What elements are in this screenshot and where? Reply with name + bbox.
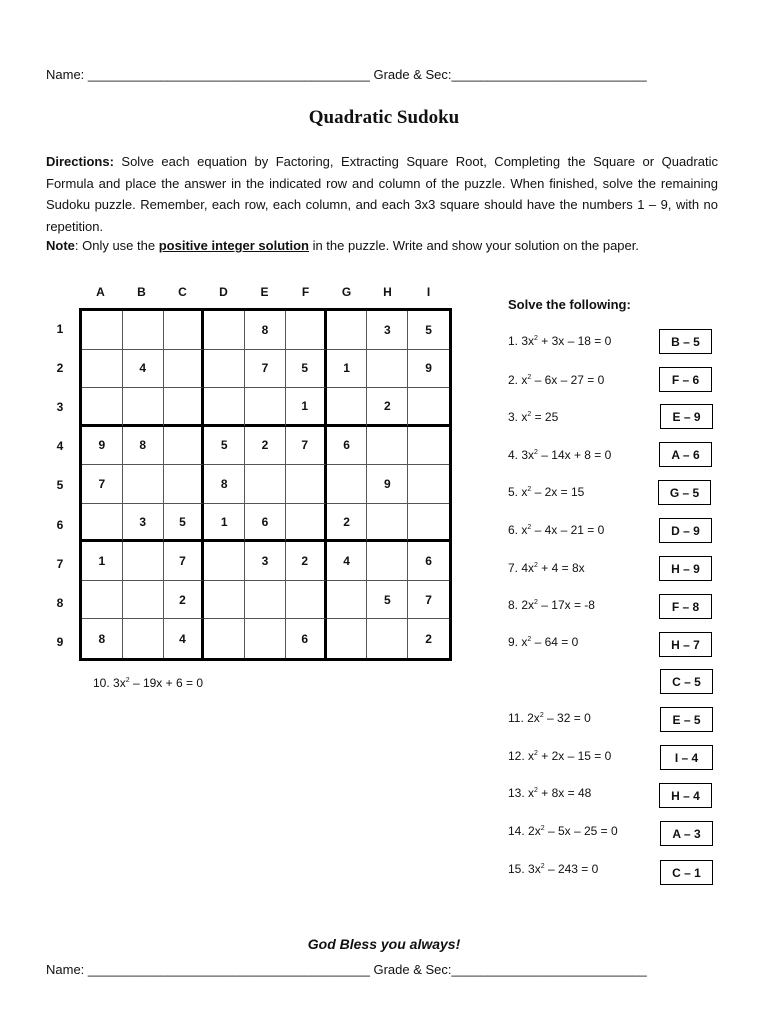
sudoku-cell[interactable] xyxy=(164,427,205,466)
sudoku-cell[interactable]: 8 xyxy=(245,311,286,350)
row-header: 6 xyxy=(56,517,64,532)
sudoku-cell[interactable]: 1 xyxy=(327,350,368,389)
directions-paragraph xyxy=(46,151,718,237)
sudoku-cell[interactable]: 6 xyxy=(245,504,286,543)
sudoku-cell[interactable]: 8 xyxy=(123,427,164,466)
sudoku-cell[interactable]: 2 xyxy=(367,388,408,427)
sudoku-cell[interactable]: 3 xyxy=(367,311,408,350)
answer-box: I – 4 xyxy=(660,745,713,770)
answer-box: F – 8 xyxy=(659,594,712,619)
sudoku-cell[interactable] xyxy=(245,465,286,504)
row-header: 5 xyxy=(56,478,64,493)
name-grade-line-bottom: Name: _______________________________________ Grade & Sec:___________________________ xyxy=(46,962,647,977)
problem-equation: 11. $2x^2 - 32 = 0$ xyxy=(508,711,591,725)
answer-box: A – 6 xyxy=(659,442,712,467)
answer-box: H – 4 xyxy=(659,783,712,808)
problem-equation: 7. $4x^2 + 4 = 8x$ xyxy=(508,561,585,575)
sudoku-cell[interactable] xyxy=(204,388,245,427)
sudoku-cell[interactable] xyxy=(123,542,164,581)
sudoku-cell[interactable] xyxy=(367,350,408,389)
answer-box: H – 7 xyxy=(659,632,712,657)
sudoku-cell[interactable]: 6 xyxy=(408,542,449,581)
sudoku-cell[interactable] xyxy=(286,465,327,504)
sudoku-cell[interactable] xyxy=(408,465,449,504)
sudoku-cell[interactable] xyxy=(408,504,449,543)
sudoku-cell[interactable]: 7 xyxy=(164,542,205,581)
column-header: F xyxy=(301,285,310,299)
sudoku-cell[interactable] xyxy=(123,619,164,658)
sudoku-cell[interactable] xyxy=(164,465,205,504)
sudoku-cell[interactable] xyxy=(245,581,286,620)
answer-box: E – 5 xyxy=(660,707,713,732)
sudoku-cell[interactable] xyxy=(82,388,123,427)
sudoku-cell[interactable]: 3 xyxy=(245,542,286,581)
sudoku-cell[interactable]: 9 xyxy=(367,465,408,504)
problem-equation: 15. $3x^2 - 243 = 0$ xyxy=(508,862,599,876)
column-header: E xyxy=(260,285,269,299)
sudoku-cell[interactable] xyxy=(82,504,123,543)
sudoku-cell[interactable]: 5 xyxy=(204,427,245,466)
sudoku-cell[interactable]: 6 xyxy=(327,427,368,466)
sudoku-grid xyxy=(79,308,452,661)
problem-equation: 12. $x^2 + 2x - 15 = 0$ xyxy=(508,749,612,763)
problem-equation: 9. $x^2 - 64 = 0$ xyxy=(508,635,579,649)
sudoku-cell[interactable]: 5 xyxy=(164,504,205,543)
sudoku-cell[interactable] xyxy=(327,388,368,427)
problem-equation: 2. $x^2 - 6x - 27 = 0$ xyxy=(508,373,605,387)
answer-box: F – 6 xyxy=(659,367,712,392)
row-header: 2 xyxy=(56,361,64,376)
sudoku-cell[interactable]: 2 xyxy=(425,631,432,646)
sudoku-cell[interactable] xyxy=(82,581,123,620)
sudoku-cell[interactable]: 8 xyxy=(204,465,245,504)
sudoku-cell[interactable] xyxy=(204,542,245,581)
note-text-before: : Only use the xyxy=(74,238,159,253)
problem-equation: 4. $3x^2 - 14x + 8 = 0$ xyxy=(508,448,612,462)
sudoku-cell[interactable] xyxy=(245,388,286,427)
sudoku-cell[interactable]: 3 xyxy=(123,504,164,543)
note-text-after: in the puzzle. Write and show your solution on the paper. xyxy=(308,238,639,253)
answer-box: C – 5 xyxy=(660,669,713,694)
column-header: C xyxy=(178,285,187,299)
sudoku-cell[interactable] xyxy=(123,311,164,350)
problem-equation: 5. $x^2 - 2x = 15$ xyxy=(508,485,585,499)
problem-equation: 8. $2x^2 - 17x = -8$ xyxy=(508,598,595,612)
sudoku-cell[interactable]: 2 xyxy=(286,542,327,581)
note-emphasis: positive integer solution xyxy=(158,238,309,253)
sudoku-cell[interactable] xyxy=(286,311,327,350)
sudoku-cell[interactable] xyxy=(164,388,205,427)
sudoku-cell[interactable] xyxy=(286,581,327,620)
sudoku-cell[interactable]: 2 xyxy=(164,581,205,620)
equation-10: 10. $3x^2 - 19x + 6 = 0$ xyxy=(93,676,203,690)
sudoku-cell[interactable] xyxy=(408,427,449,466)
sudoku-cell[interactable] xyxy=(367,504,408,543)
sudoku-cell[interactable] xyxy=(123,388,164,427)
answer-box: H – 9 xyxy=(659,556,712,581)
problem-equation: 1. $3x^2 + 3x - 18 = 0$ xyxy=(508,334,612,348)
sudoku-cell[interactable] xyxy=(327,311,368,350)
sudoku-cell[interactable]: 8 xyxy=(82,619,123,658)
directions-text: Solve each equation by Factoring, Extracting Square Root, Completing the Square or Quadratic Formula and place the answer in the indicated row and column of the puzzle. When finished, solve the remaining Sudoku puzzle. Remember, each row, each column, and each 3x3 square should have the numbers 1 – 9, with no repetition. xyxy=(46,154,718,234)
sudoku-cell[interactable]: 7 xyxy=(286,427,327,466)
column-header: I xyxy=(426,285,431,299)
answer-box: G – 5 xyxy=(658,480,711,505)
sudoku-cell[interactable]: 4 xyxy=(123,350,164,389)
sudoku-cell[interactable]: 7 xyxy=(245,350,286,389)
sudoku-cell[interactable]: 6 xyxy=(286,619,327,658)
answer-box: B – 5 xyxy=(659,329,712,354)
sudoku-cell[interactable]: 2 xyxy=(245,427,286,466)
row-header: 1 xyxy=(56,322,64,336)
problem-equation: 3. $x^2 = 25$ xyxy=(508,410,559,424)
sudoku-cell[interactable]: 1 xyxy=(286,388,327,427)
sudoku-cell[interactable] xyxy=(327,581,368,620)
sudoku-cell[interactable]: 9 xyxy=(82,427,123,466)
sudoku-cell[interactable] xyxy=(327,619,368,658)
sudoku-cell[interactable]: 7 xyxy=(408,581,449,620)
sudoku-cell[interactable]: 5 xyxy=(408,311,449,350)
name-grade-line: Name: _______________________________________ Grade & Sec:___________________________ xyxy=(46,67,647,82)
sudoku-cell[interactable] xyxy=(367,619,408,658)
column-header: D xyxy=(219,285,228,299)
sudoku-cell[interactable] xyxy=(164,311,205,350)
problem-equation: 6. $x^2 - 4x - 21 = 0$ xyxy=(508,523,605,537)
sudoku-cell[interactable] xyxy=(164,350,205,389)
directions-label: Directions: xyxy=(46,154,114,169)
note-label: Note xyxy=(46,238,75,253)
sudoku-cell[interactable] xyxy=(82,311,123,350)
sudoku-cell[interactable] xyxy=(82,350,123,389)
column-header: H xyxy=(383,285,392,299)
sudoku-cell[interactable] xyxy=(327,465,368,504)
sudoku-cell[interactable]: 5 xyxy=(367,581,408,620)
column-header: A xyxy=(96,285,105,299)
row-header: 7 xyxy=(56,556,64,571)
note-line xyxy=(46,238,639,253)
answer-box: E – 9 xyxy=(660,404,713,429)
sudoku-cell[interactable]: 2 xyxy=(327,504,368,543)
sudoku-cell[interactable] xyxy=(123,581,164,620)
sudoku-cell[interactable] xyxy=(367,427,408,466)
sudoku-cell[interactable] xyxy=(204,311,245,350)
answer-box: C – 1 xyxy=(660,860,713,885)
blessing-text: God Bless you always! xyxy=(307,936,461,952)
page-title: Quadratic Sudoku xyxy=(308,107,460,128)
sudoku-cell[interactable]: 4 xyxy=(164,619,205,658)
sudoku-cell[interactable]: 9 xyxy=(408,350,449,389)
column-header: B xyxy=(137,285,146,299)
sudoku-cell[interactable]: 4 xyxy=(327,542,368,581)
sudoku-cell[interactable] xyxy=(367,542,408,581)
sudoku-cell[interactable]: 1 xyxy=(204,504,245,543)
sudoku-cell[interactable] xyxy=(204,581,245,620)
problem-equation: 14. $2x^2 - 5x - 25 = 0$ xyxy=(508,824,618,838)
sudoku-cell[interactable]: 5 xyxy=(286,350,327,389)
sudoku-cell[interactable] xyxy=(245,619,286,658)
answer-box: A – 3 xyxy=(660,821,713,846)
solve-heading: Solve the following: xyxy=(508,297,631,312)
sudoku-cell[interactable]: 1 xyxy=(82,542,123,581)
sudoku-cell[interactable] xyxy=(204,619,245,658)
row-header: 8 xyxy=(56,595,64,610)
row-header: 4 xyxy=(56,439,64,454)
sudoku-cell[interactable] xyxy=(204,350,245,389)
row-header: 3 xyxy=(56,400,64,415)
sudoku-cell[interactable] xyxy=(408,388,449,427)
sudoku-cell[interactable] xyxy=(286,504,327,543)
problem-equation: 13. $x^2 + 8x = 48$ xyxy=(508,786,592,800)
column-header: G xyxy=(341,285,352,299)
answer-box: D – 9 xyxy=(659,518,712,543)
sudoku-cell[interactable] xyxy=(123,465,164,504)
sudoku-cell[interactable]: 7 xyxy=(82,465,123,504)
row-header: 9 xyxy=(56,634,64,649)
